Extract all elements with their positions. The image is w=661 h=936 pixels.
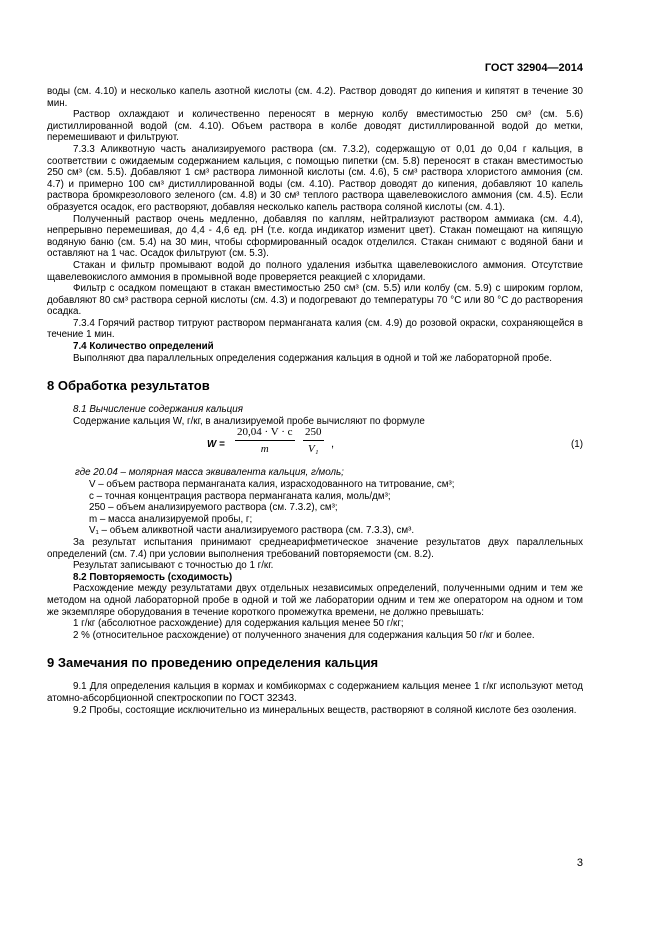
section-7-4-title: 7.4 Количество определений [73,341,214,353]
subsection-8-1-title: 8.1 Вычисление содержания кальция [73,404,243,416]
definition-item: m – масса анализируемой пробы, г; [89,513,253,525]
section-7-4-text: Выполняют два параллельных определения содержания кальция в одной и той же лабораторной пробе. [73,352,552,364]
formula-intro: Содержание кальция W, г/кг, в анализируемой пробе вычисляют по формуле [73,415,425,427]
paragraph: 7.3.3 Аликвотную часть анализируемого раствора (см. 7.3.2), содержащую от 0,01 до 0,04 г кальция, в соответствии с ожидаемым содержанием кальция, с помощью пипетки (см. 5.8) переносят в стакан вместимостью 250 см³ (см. 5.5). Добавляют 1 см³ раствора лимонной кислоты (см. 4.6), 5 см³ раствора хлористого аммония (см. 4.7) и примерно 100 см³ дистиллированной воды (см. 4.10). Раствор доводят до кипения, добавляют 10 капель раствора бромкрезолового зеленого (см. 4.8) и 30 см³ теплого раствора щавелевокислого аммония (см. 4.5). Если образуется осадок, его растворяют, добавляя несколько капель раствора соляной кислоты (см. 4.1). [47,143,583,213]
formula-definitions [47,467,583,537]
limit-paragraph: 2 % (относительное расхождение) от полученного значения для содержания кальция 50 г/кг и более. [73,629,535,641]
repeatability-paragraph: Расхождение между результатами двух отдельных независимых определений, полученными одним и тем же методом на одной лабораторной пробе в одной и той же лаборатории одним и тем же оператором на одном и том же экземпляре оборудования в течение короткого промежутка времени, не должно превышать: [47,583,583,618]
paragraph-9-1: 9.1 Для определения кальция в кормах и комбикормах с содержанием кальция менее 1 г/кг используют метод атомно-абсорбционной спектроскопии по ГОСТ 32343. [47,681,583,704]
document-page [47,0,583,936]
limit-paragraph: 1 г/кг (абсолютное расхождение) для содержания кальция менее 50 г/кг; [73,618,404,630]
document-body [47,86,583,716]
formula-tail: , [331,438,335,451]
formula-numerator-2: 250 [303,427,324,441]
section-9-title: 9 Замечания по проведению определения кальция [47,655,379,671]
paragraph: Раствор охлаждают и количественно переносят в мерную колбу вместимостью 250 см³ (см. 5.6) дистиллированной водой (см. 4.10). Объем раствора в колбе доводят дистиллированной водой до метки, перемешивают и фильтруют. [47,109,583,144]
formula-1 [47,427,583,463]
formula-fraction-1 [235,427,295,455]
formula-denominator-1: m [260,443,269,456]
paragraph: Полученный раствор очень медленно, добавляя по каплям, нейтрализуют раствором аммиака (см. 4.4), непрерывно перемешивая, до 4,4 - 4,6 ед. pH (т.е. когда индикатор изменит цвет). Стакан помещают на кипящую водяную баню (см. 5.4) на 30 мин, чтобы сформированный осадок отделился. Стакан снимают с водяной бани и оставляют на 1 час. Осадок фильтруют (см. 5.3). [47,213,583,260]
paragraph: воды (см. 4.10) и несколько капель азотной кислоты (см. 4.2). Раствор доводят до кипения и кипятят в течение 30 мин. [47,86,583,109]
result-paragraph: За результат испытания принимают среднеарифметическое значение результатов двух параллельных определений (см. 7.4) при условии выполнения требований повторяемости (см. 8.2). [47,537,583,560]
paragraph-9-2: 9.2 Пробы, состоящие исключительно из минеральных веществ, растворяют в соляной кислоте без озоления. [73,704,577,716]
paragraph: Фильтр с осадком помещают в стакан вместимостью 250 см³ (см. 5.5) или колбу (см. 5.9) с широким горлом, добавляют 80 см³ раствора серной кислоты (см. 4.3) и подогревают до температуры 70 °С или 80 °С до растворения осадка. [47,283,583,318]
definition-item: V – объем раствора перманганата калия, израсходованного на титрование, см³; [89,479,455,491]
formula-lhs: W = [207,439,225,451]
definition-item: где 20.04 – молярная масса эквивалента кальция, г/моль; [75,467,344,479]
formula-number: (1) [571,439,583,451]
formula-fraction-2 [303,427,324,455]
definition-item: V₁ – объем аликвотной части анализируемого раствора (см. 7.3.3), см³. [89,525,415,537]
page-number: 3 [576,857,583,869]
definition-item: c – точная концентрация раствора перманганата калия, моль/дм³; [89,490,391,502]
record-paragraph: Результат записывают с точностью до 1 г/кг. [73,560,274,572]
paragraph: Стакан и фильтр промывают водой до полного удаления избытка щавелевокислого аммония. Отсутствие щавелевокислого аммония в промывной воде проверяется реакцией с хлоридами. [47,259,583,283]
paragraph: 7.3.4 Горячий раствор титруют раствором перманганата калия (см. 4.9) до розовой окраски, сохраняющейся в течение 1 мин. [47,317,583,341]
formula-numerator-1: 20,04 · V · c [235,427,295,441]
definition-item: 250 – объем анализируемого раствора (см. 7.3.2), см³; [89,502,338,514]
formula-denominator-2: V₁ [307,443,319,456]
document-header: ГОСТ 32904—2014 [484,62,583,74]
subsection-8-2-title: 8.2 Повторяемость (сходимость) [73,571,233,583]
section-8-title: 8 Обработка результатов [47,378,210,394]
